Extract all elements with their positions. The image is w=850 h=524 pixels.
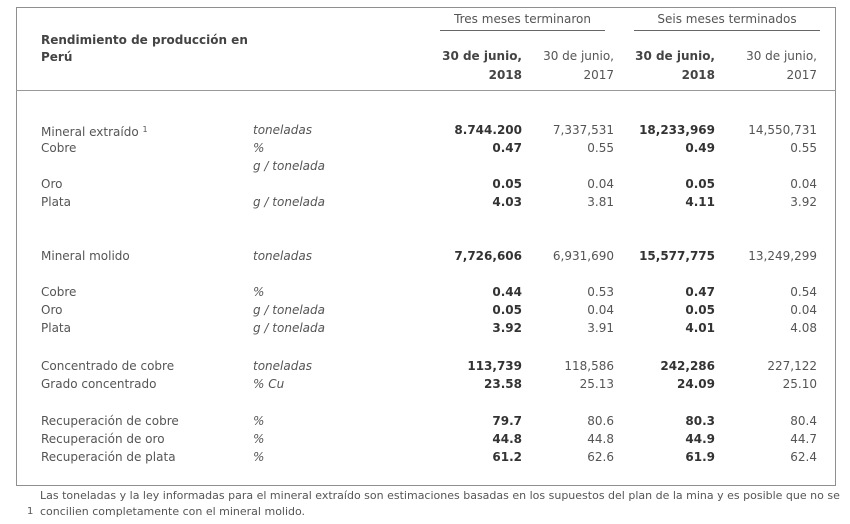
table-title: Rendimiento de producción en Perú	[41, 33, 248, 64]
column-header-4: 30 de junio, 2017	[746, 49, 817, 82]
column-header-2: 30 de junio, 2017	[543, 49, 614, 82]
group-header-three-months: Tres meses terminaron	[440, 12, 605, 31]
table-row: Cobre % 0.47 0.55 0.49 0.55	[41, 141, 817, 155]
table-row: Mineral extraído $^1$ toneladas 8.744.200 7,337,531 18,233,969 14,550,731	[41, 123, 817, 139]
table-row: g / tonelada	[253, 159, 325, 173]
table-row: Cobre % 0.44 0.53 0.47 0.54	[41, 285, 817, 299]
table-row: Plata g / tonelada 3.92 3.91 4.01 4.08	[41, 321, 817, 335]
table-row: Oro g / tonelada 0.05 0.04 0.05 0.04	[41, 303, 817, 317]
footnote-marker: 1	[27, 506, 34, 517]
table-row: Recuperación de plata % 61.2 62.6 61.9 62.4	[41, 450, 817, 464]
table-row: Grado concentrado % Cu 23.58 25.13 24.09 25.10	[41, 377, 817, 391]
table-row: Recuperación de cobre % 79.7 80.6 80.3 80.4	[41, 414, 817, 428]
group-header-six-months: Seis meses terminados	[634, 12, 820, 31]
header-divider	[16, 90, 836, 91]
table-row: Recuperación de oro % 44.8 44.8 44.9 44.7	[41, 432, 817, 446]
table-row: Plata g / tonelada 4.03 3.81 4.11 3.92	[41, 195, 817, 209]
column-header-3: 30 de junio, 2018	[635, 49, 715, 82]
table-row: Mineral molido toneladas 7,726,606 6,931,690 15,577,775 13,249,299	[41, 249, 817, 263]
column-header-1: 30 de junio, 2018	[442, 49, 522, 82]
footnote-text: Las toneladas y la ley informadas para el mineral extraído son estimaciones basadas en los supuestos del plan de la mina y es posible que no se concilien completamente con el mineral molido.	[40, 489, 840, 518]
table-row: Oro 0.05 0.04 0.05 0.04	[41, 177, 817, 191]
table-row: Concentrado de cobre toneladas 113,739 118,586 242,286 227,122	[41, 359, 817, 373]
